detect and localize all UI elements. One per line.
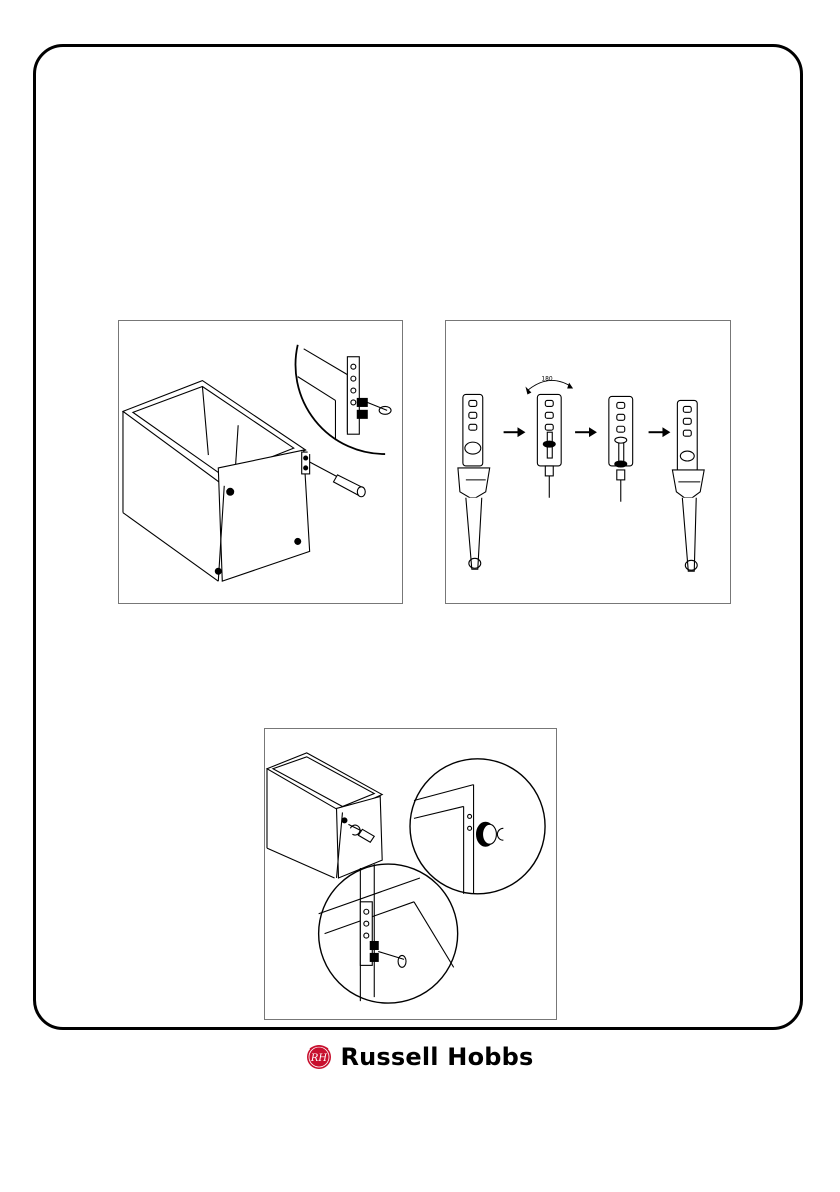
figure-cabinet-hinge	[118, 320, 403, 604]
russell-hobbs-seal-icon	[306, 1041, 332, 1073]
step-1-wrench	[458, 394, 490, 569]
step-4-wrench	[672, 400, 704, 571]
figure-door-handle	[264, 728, 557, 1020]
step-3-plate	[609, 396, 633, 501]
rotation-label: 180	[541, 375, 553, 383]
pin-reversal-illustration	[446, 321, 730, 603]
door-handle-illustration	[265, 729, 556, 1019]
brand-footer	[0, 1037, 840, 1077]
brand-name: Russell Hobbs	[340, 1043, 534, 1071]
svg-text:RH: RH	[311, 1053, 328, 1064]
figure-pin-reversal	[445, 320, 731, 604]
cabinet-hinge-illustration	[119, 321, 402, 603]
step-2-rotate	[525, 380, 573, 497]
